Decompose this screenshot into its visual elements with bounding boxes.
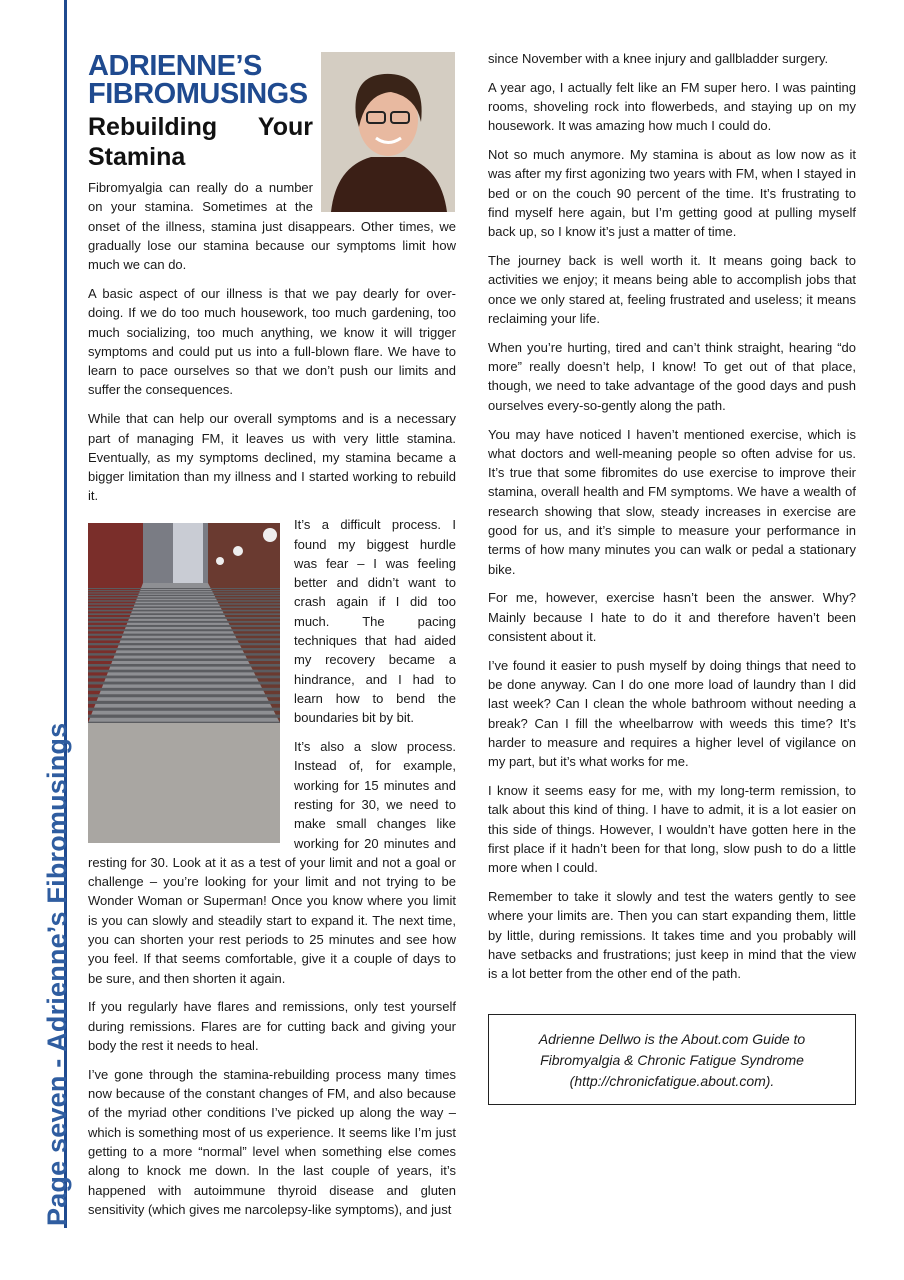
stair-step bbox=[88, 676, 280, 679]
paragraph: A basic aspect of our illness is that we pay dearly for over-doing. If we do too much housework, too much gardening, too much socializing, too much anything, we know it will trigger symptoms and could put us into a full-blown flare. We have to learn to pace ourselves so that we don’t push our limits and suffer the consequences. bbox=[88, 285, 456, 398]
stair-step bbox=[88, 639, 280, 641]
stair-step bbox=[88, 634, 280, 636]
stair-step bbox=[88, 588, 280, 589]
stair-step bbox=[88, 648, 280, 650]
paragraph: It’s also a slow process. Instead of, for example, working for 15 minutes and resting for 30, we need to make small changes like working for 20 minutes and resting for 30. Look at it as a test of your limit and not a goal or challenge – you’re looking for your limit and not trying to be Wonder Woman or Superman! Once you know where you limit is you can slowly and steadily start to expand it. The next time, you can shorten your rest periods to 25 minutes and see how you feel. If that seems comfortable, give it a couple of days to be sure, and then shorten it again. bbox=[88, 739, 456, 986]
column-title: ADRIENNE’S FIBROMUSINGS bbox=[88, 50, 308, 110]
paragraph: Remember to take it slowly and test the waters gently to see where your limits are. Then you can start expanding them, little by little, during remissions. It takes time and you probably will have setbacks and frustrations; just keep in mind that the view is a lot better from the other end of the path. bbox=[488, 889, 856, 982]
paragraph: since November with a knee injury and gallbladder surgery. bbox=[488, 51, 829, 66]
stair-step bbox=[88, 664, 280, 667]
stair-step bbox=[88, 715, 280, 718]
paragraph: Not so much anymore. My stamina is about as low now as it was after my first agonizing two years with FM, when I stayed in bed or on the couch 90 percent of the time. It’s frustrating to find myself here again, but I’m getting good at pulling myself back up, so I know it’s just a matter of time. bbox=[488, 147, 856, 240]
author-bio-box bbox=[488, 1014, 856, 1105]
paragraph: You may have noticed I haven’t mentioned exercise, which is what doctors and well-meaning people so often advise for us. It’s true that some fibromites do use exercise to improve their stamina, overall health and FM symptoms. We have a wealth of research showing that slow, steady increases in exercise are good for us, and it’s simple to measure your performance in terms of how many minutes you can walk or pedal a stationary bike. bbox=[488, 426, 856, 577]
stair-step bbox=[88, 695, 280, 698]
paragraph: The journey back is well worth it. It means going back to activities we enjoy; it means being able to accomplish jobs that once we only stared at, feeling frustrated and useless; it means reclaiming your life. bbox=[488, 253, 856, 327]
stairs-photo bbox=[88, 523, 280, 843]
paragraph: I know it seems easy for me, with my long-term remission, to talk about this kind of thing. I have to admit, it is a lot easier on this side of things. However, I wouldn’t have gotten here in the first place if it hadn’t been for that long, slow push to do a little more when I could. bbox=[488, 783, 856, 876]
stair-step bbox=[88, 682, 280, 685]
stair-step bbox=[88, 614, 280, 616]
stair-step bbox=[88, 601, 280, 602]
page-sidebar-label: Page seven - Adrienne’s Fibromusings bbox=[42, 722, 72, 1226]
stair-step bbox=[88, 688, 280, 691]
paragraph: Fibromyalgia can really do a number on your stamina. Sometimes at the onset of the illness, stamina just disappears. Other times, we gradually lose our stamina because our symptoms limit how much we can do. bbox=[88, 180, 456, 273]
bio-line: Adrienne Dellwo is the About.com Guide to bbox=[538, 1030, 806, 1047]
paragraph: For me, however, exercise hasn’t been the answer. Why? Mainly because I hate to do it and therefore haven’t been consistent about it. bbox=[488, 590, 856, 645]
bio-link: (http://chronicfatigue.about.com). bbox=[569, 1072, 775, 1089]
stair-step bbox=[88, 603, 280, 604]
stair-step bbox=[88, 629, 280, 631]
paragraph: When you’re hurting, tired and can’t think straight, hearing “do more” really doesn’t help, I know! To get out of that place, though, we need to take advantage of the good days and push ourselves every-so-gently along the path. bbox=[488, 339, 856, 413]
paragraph: If you regularly have flares and remissions, only test yourself during remissions. Flares are for cutting back and giving your body the rest it needs to heal. bbox=[88, 999, 456, 1053]
right-column bbox=[488, 49, 856, 1105]
stair-step bbox=[88, 593, 280, 594]
left-column bbox=[88, 48, 456, 1229]
author-photo bbox=[321, 52, 455, 212]
stair-step bbox=[88, 701, 280, 704]
stair-step bbox=[88, 598, 280, 599]
stair-step bbox=[88, 590, 280, 591]
stair-step bbox=[88, 625, 280, 627]
stair-step bbox=[88, 595, 280, 596]
stair-step bbox=[88, 670, 280, 673]
paragraph: It’s a difficult process. I found my biggest hurdle was fear – I was feeling better and didn’t want to crash again if I did too much. The pacing techniques that had aided my recovery became a hindrance, and I had to learn how to bend the boundaries bit by bit. bbox=[294, 517, 456, 726]
bio-line: Fibromyalgia & Chronic Fatigue Syndrome bbox=[540, 1051, 804, 1068]
stair-step bbox=[88, 708, 280, 711]
paragraph: I’ve gone through the stamina-rebuilding process many times now because of the constant changes of FM, and also because of the myriad other conditions I’ve picked up along the way – which is something most of us experience. It seems like I’m just getting to a more “normal” level when something else comes along to knock me down. In the last couple of years, it’s happened with autoimmune thyroid disease and gluten sensitivity (which gives me narcolepsy-like symptoms), and just bbox=[88, 1066, 456, 1217]
paragraph: I’ve found it easier to push myself by doing things that need to be done anyway. Can I do one more load of laundry than I did last week? Can I clean the whole bathroom without needing a break? Can I fill the wheelbarrow with weeds this time? It’s harder to measure and requires a higher level of vigilance on my part, but it’s what works for me. bbox=[488, 657, 856, 770]
paragraph: While that can help our overall symptoms and is a necessary part of managing FM, it leaves us with very little stamina. Eventually, as my symptoms declined, my stamina became a bigger limitation than my illness and I started working to rebuild it. bbox=[88, 411, 456, 504]
stair-step bbox=[88, 643, 280, 645]
stair-step bbox=[88, 621, 280, 623]
article-title: Rebuilding Your Stamina bbox=[88, 113, 313, 171]
stair-step bbox=[88, 610, 280, 612]
paragraph: A year ago, I actually felt like an FM super hero. I was painting rooms, shoveling rock into flowerbeds, and staying up on my housework. It was amazing how much I could do. bbox=[488, 79, 856, 134]
stair-step bbox=[88, 653, 280, 655]
stair-step bbox=[88, 659, 280, 662]
stair-step bbox=[88, 607, 280, 609]
stair-step bbox=[88, 617, 280, 619]
